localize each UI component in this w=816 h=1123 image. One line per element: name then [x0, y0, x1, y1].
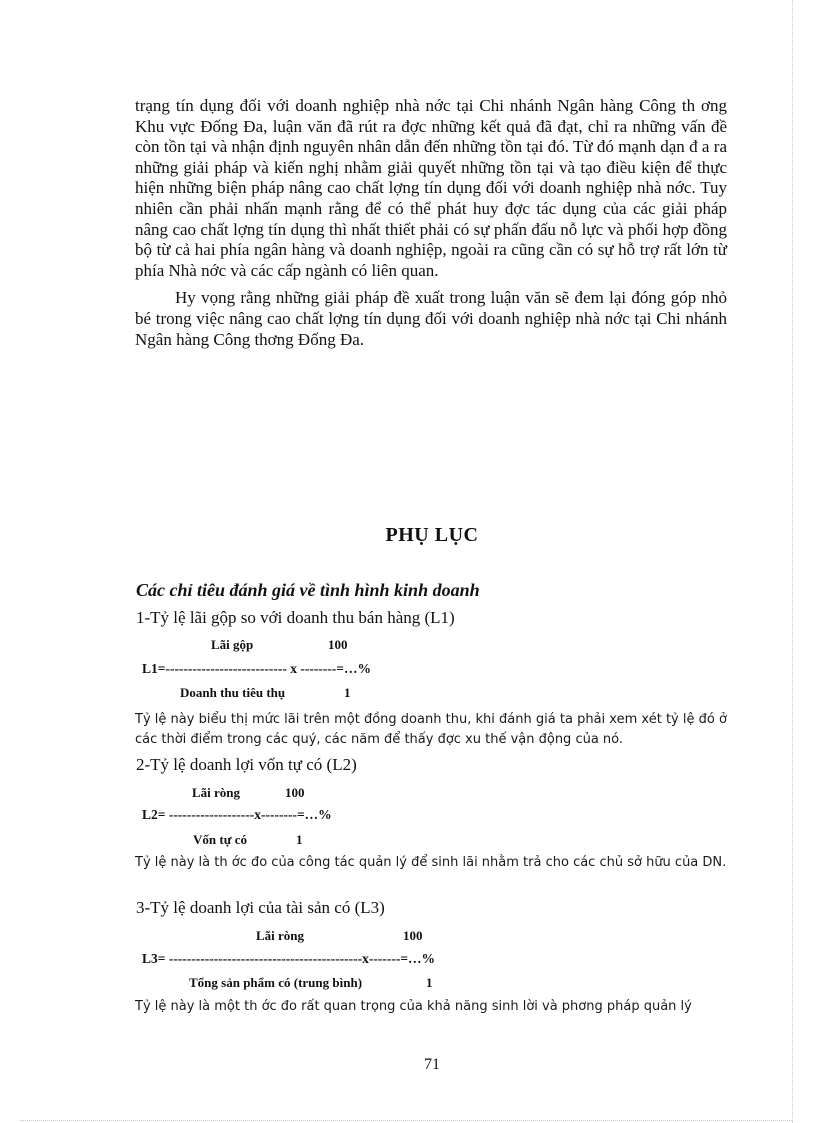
formula-numerator-factor: 100 — [285, 785, 305, 800]
indicator-title: 3-Tỷ lệ doanh lợi của tài sản có (L3) — [136, 898, 385, 917]
indicator-description: Tỷ lệ này biểu thị mức lãi trên một đồng doanh thu, khi đánh giá ta phải xem xét tỷ lệ đó ở các thời điểm trong các quý, các năm để thấy đợc xu thế vận động của nó. — [135, 712, 727, 747]
intro-text — [135, 96, 727, 350]
formula-denominator: Doanh thu tiêu thụ — [180, 685, 286, 700]
formula-numerator: Lãi ròng — [256, 928, 305, 943]
indicator-description: Tỷ lệ này là th ớc đo của công tác quản lý để sinh lãi nhằm trả cho các chủ sở hữu của DN. — [135, 855, 727, 870]
formula-denominator-factor: 1 — [426, 975, 433, 990]
formula-numerator: Lãi ròng — [192, 785, 241, 800]
formula-denominator: Vốn tự có — [193, 832, 248, 847]
margin-guide — [792, 0, 793, 1123]
page-number: 71 — [424, 1056, 440, 1073]
formula-denominator: Tổng sản phẩm có (trung bình) — [189, 975, 363, 990]
formula-numerator-factor: 100 — [328, 637, 348, 652]
page-bottom-guide — [20, 1120, 792, 1121]
indicator-title: 2-Tỷ lệ doanh lợi vốn tự có (L2) — [136, 755, 357, 774]
indicator-title: 1-Tỷ lệ lãi gộp so với doanh thu bán hàng (L1) — [136, 608, 455, 627]
formula-denominator-factor: 1 — [344, 685, 351, 700]
formula-numerator-factor: 100 — [403, 928, 423, 943]
formula-line: L3= -------------------------------------------x-------=…% — [142, 951, 436, 966]
intro-paragraph: trạng tín dụng đối với doanh nghiệp nhà nớc tại Chi nhánh Ngân hàng Công th ơng Khu vực Đống Đa, luận văn đã rút ra đợc những kết quả đã đạt, chỉ ra những vấn đề còn tồn tại và nhận định nguyên nhân dẫn đến những tồn tại đó. Từ đó mạnh dạn đ a ra những giải pháp và kiến nghị nhằm giải quyết những tồn tại và tạo điều kiện để thực hiện những biện pháp nâng cao chất lợng tín dụng đối với doanh nghiệp nhà nớc. Tuy nhiên cần phải nhấn mạnh rằng để có thể phát huy đợc tác dụng của các giải pháp nâng cao chất lợng tín dụng thì nhất thiết phải có sự phấn đấu nỗ lực và phối hợp đồng bộ từ cả hai phía ngân hàng và doanh nghiệp, ngoài ra cũng cần có sự hỗ trợ rất lớn từ phía Nhà nớc và các cấp ngành có liên quan. — [135, 96, 727, 280]
formula-denominator-factor: 1 — [296, 832, 303, 847]
appendix-heading: PHỤ LỤC — [385, 524, 479, 546]
formula-line: L2= -------------------x--------=…% — [142, 807, 332, 822]
section-title: Các chỉ tiêu đánh giá về tình hình kinh doanh — [136, 580, 480, 600]
indicator-description: Tỷ lệ này là một th ớc đo rất quan trọng của khả năng sinh lời và phơng pháp quản lý — [135, 999, 692, 1014]
formula-line: L1=--------------------------- x --------=…% — [142, 661, 371, 676]
intro-paragraph: Hy vọng rằng những giải pháp đề xuất trong luận văn sẽ đem lại đóng góp nhỏ bé trong việc nâng cao chất lợng tín dụng đối với doanh nghiệp nhà nớc tại Chi nhánh Ngân hàng Công thơng Đống Đa. — [135, 288, 727, 349]
formula-numerator: Lãi gộp — [211, 637, 254, 652]
